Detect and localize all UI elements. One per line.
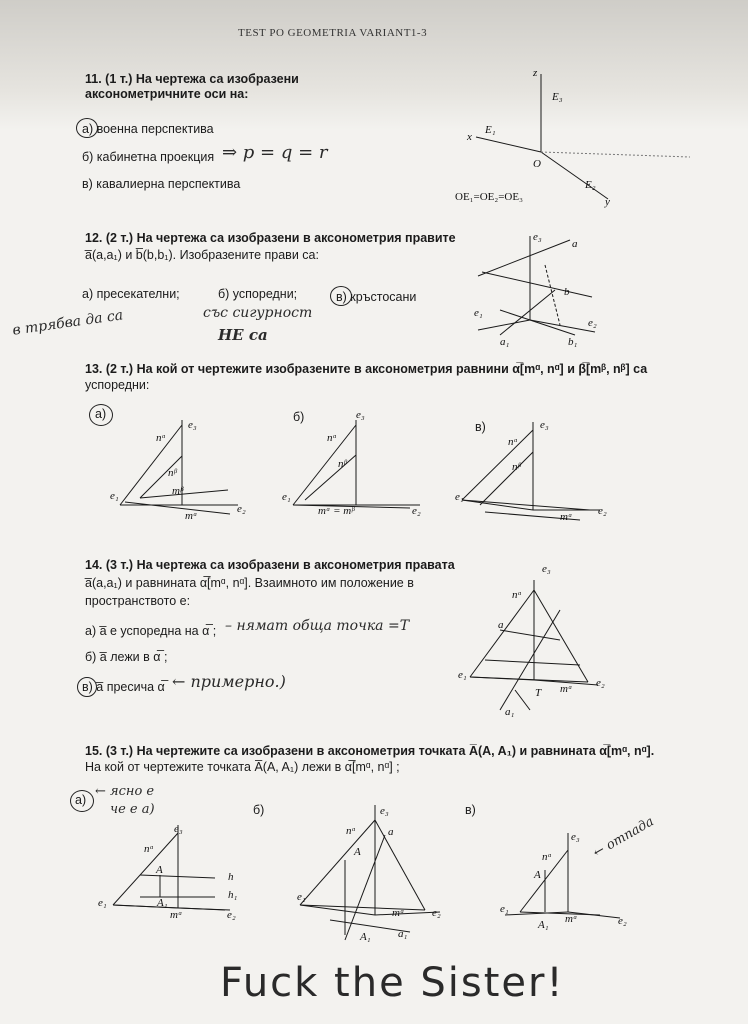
q13b-figure <box>293 420 420 508</box>
q11-handwritten-note: ⇒ p = q = r <box>222 142 328 163</box>
q14-label-na: nᵅ <box>512 589 522 601</box>
q15v-label-ma: mᵅ <box>565 913 578 925</box>
q13b-label-e3: e₃ <box>356 409 365 421</box>
q15-question-line2: На кой от чертежите точката A̅(A, A₁) лежи в α̅[mᵅ, nᵅ] ; <box>85 760 400 774</box>
q11-option-a: а) военна перспектива <box>82 122 214 136</box>
q15-note-a2: че е а) <box>110 802 155 817</box>
q13-question-line1: 13. (2 т.) На кой от чертежите изобразените в аксонометрия равнини α̅[mᵅ, nᵅ] и β̅[mᵝ, nᵝ] са <box>85 362 648 376</box>
q12-note-left: в трябва да са <box>11 307 125 339</box>
q12-label-a: a <box>572 238 578 250</box>
q15b-label-e1: e₁ <box>297 891 306 903</box>
q14-question-line1: 14. (3 т.) На чертежа са изобразени в аксонометрия правата <box>85 558 455 572</box>
q12-option-b: б) успоредни; <box>218 287 298 301</box>
q11-label-y: y <box>605 196 610 208</box>
q15a-label-h: h <box>228 871 234 883</box>
q15-option-v: в) <box>465 803 476 817</box>
q13v-label-e2: e₂ <box>598 505 607 517</box>
q11-equation: OE₁=OE₂=OE₃ <box>455 191 523 203</box>
q12-note-b2: НЕ са <box>218 326 268 344</box>
q11-label-e1: E₁ <box>485 124 496 136</box>
q12-label-e1: e₁ <box>474 307 483 319</box>
q14-note-v: ← примерно.) <box>172 672 286 691</box>
q13b-label-na: nᵅ <box>327 432 337 444</box>
q14-label-T: T <box>535 687 542 699</box>
q15v-label-e3: e₃ <box>571 831 580 843</box>
q12-label-b1: b₁ <box>568 336 578 348</box>
q12-label-a1: a₁ <box>500 336 510 348</box>
q12-label-b: b <box>564 286 570 298</box>
q11-option-b: б) кабинетна проекция <box>82 150 215 164</box>
q14-label-ma: mᵅ <box>560 683 573 695</box>
q12-option-a: а) пресекателни; <box>82 287 180 301</box>
q13v-figure <box>462 422 600 520</box>
q14-question-line3: пространството е: <box>85 594 191 608</box>
q15a-label-na: nᵅ <box>144 843 154 855</box>
q13a-label-nb: nᵝ <box>168 467 177 479</box>
q15b-figure <box>300 805 440 940</box>
q14-figure <box>470 580 598 710</box>
q11-label-e3: E₃ <box>552 91 563 103</box>
q13b-label-ma-eq-mb: mᵅ = mᵝ <box>318 505 355 517</box>
q13b-label-e1: e₁ <box>282 491 291 503</box>
q15-question-line1: 15. (3 т.) На чертежите са изобразени в аксонометрия точката A̅(A, A₁) и равнината α̅[mᵅ, nᵅ]. <box>85 744 655 758</box>
q15v-label-e2: e₂ <box>618 915 627 927</box>
q14-option-v: в) a̅ пресича α̅ <box>82 680 165 694</box>
q14-option-a: а) a̅ е успоредна на α̅ ; <box>85 624 217 638</box>
q15v-label-A: A <box>534 869 541 881</box>
q13v-label-e1: e₁ <box>455 491 464 503</box>
q15-note-v: ← отпада <box>590 814 657 861</box>
q15a-label-A1: A₁ <box>157 897 168 909</box>
q15b-label-A: A <box>354 846 361 858</box>
q15b-label-e2: e₂ <box>432 907 441 919</box>
q14-label-a: a <box>498 619 504 631</box>
q14-label-e3: e₃ <box>542 563 551 575</box>
q15b-label-ma: mᵅ <box>392 907 405 919</box>
q15b-label-A1: A₁ <box>360 931 371 943</box>
q15b-label-a: a <box>388 826 394 838</box>
q13a-label-ma: mᵅ <box>185 510 198 522</box>
q14-label-e2: e₂ <box>596 677 605 689</box>
q14-question-line2: a̅(a,a₁) и равнината α̅[mᵅ, nᵅ]. Взаимното им положение в <box>85 576 414 590</box>
footer-scrawl: Fuck the Sister! <box>220 960 565 1006</box>
q11-question: 11. (1 т.) На чертежа са изобразени аксонометричните оси на: <box>85 72 299 101</box>
q11-label-o: O <box>533 158 541 170</box>
q15-option-b: б) <box>253 803 265 817</box>
q11-option-v: в) кавалиерна перспектива <box>82 177 241 191</box>
q15a-figure <box>113 825 230 910</box>
q15v-label-na: nᵅ <box>542 851 552 863</box>
q12-figure <box>478 236 595 335</box>
q14-note-a: – нямат обща точка =T <box>225 618 410 634</box>
q13a-figure <box>120 420 238 514</box>
q15a-label-e1: e₁ <box>98 897 107 909</box>
q12-note-b: със сигурност <box>203 305 313 321</box>
q11-label-x: x <box>467 131 472 143</box>
q13v-label-ma: mᵅ <box>560 511 573 523</box>
q13-option-a: а) <box>95 407 107 421</box>
q12-option-v: в) кръстосани <box>336 290 417 304</box>
q11-label-e2: E₂ <box>585 179 596 191</box>
q14-label-a1: a₁ <box>505 706 515 718</box>
q14-option-b: б) a̅ лежи в α̅ ; <box>85 650 168 664</box>
q13-question-line2: успоредни: <box>85 378 150 392</box>
q15-note-a: ← ясно е <box>95 784 155 799</box>
q11-label-z: z <box>533 67 538 79</box>
q15b-label-e3: e₃ <box>380 805 389 817</box>
q15b-label-na: nᵅ <box>346 825 356 837</box>
q12-question-line1: 12. (2 т.) На чертежа са изобразени в аксонометрия правите <box>85 231 456 245</box>
q15b-label-a1: a₁ <box>398 928 408 940</box>
q13a-label-e1: e₁ <box>110 490 119 502</box>
q13-option-v: в) <box>475 420 486 434</box>
q15a-label-e2: e₂ <box>227 909 236 921</box>
q13a-label-mb: mᵝ <box>172 485 184 497</box>
q12-question-line2: a̅(a,a₁) и b̅(b,b₁). Изобразените прави са: <box>85 248 319 262</box>
q13v-label-nb: nᵝ <box>512 461 521 473</box>
q13b-label-e2: e₂ <box>412 505 421 517</box>
q15-option-a: а) <box>75 793 87 807</box>
q12-label-e2: e₂ <box>588 317 597 329</box>
q13v-label-e3: e₃ <box>540 419 549 431</box>
page-header: TEST PO GEOMETRIA VARIANT1-3 <box>238 27 428 39</box>
q15a-label-h1: h₁ <box>228 889 238 901</box>
q13b-label-nb: nᵝ <box>338 458 347 470</box>
q13-option-b: б) <box>293 410 305 424</box>
q15a-label-A: A <box>156 864 163 876</box>
q15v-label-A1: A₁ <box>538 919 549 931</box>
q13a-label-na: nᵅ <box>156 432 166 444</box>
q15a-label-ma: mᵅ <box>170 909 183 921</box>
q11-axes-figure <box>476 74 690 199</box>
q13v-label-na: nᵅ <box>508 436 518 448</box>
q13a-label-e3: e₃ <box>188 419 197 431</box>
q12-label-e3: e₃ <box>533 231 542 243</box>
q14-label-e1: e₁ <box>458 669 467 681</box>
q15v-label-e1: e₁ <box>500 903 509 915</box>
q15a-label-e3: e₃ <box>174 823 183 835</box>
q13a-label-e2: e₂ <box>237 503 246 515</box>
